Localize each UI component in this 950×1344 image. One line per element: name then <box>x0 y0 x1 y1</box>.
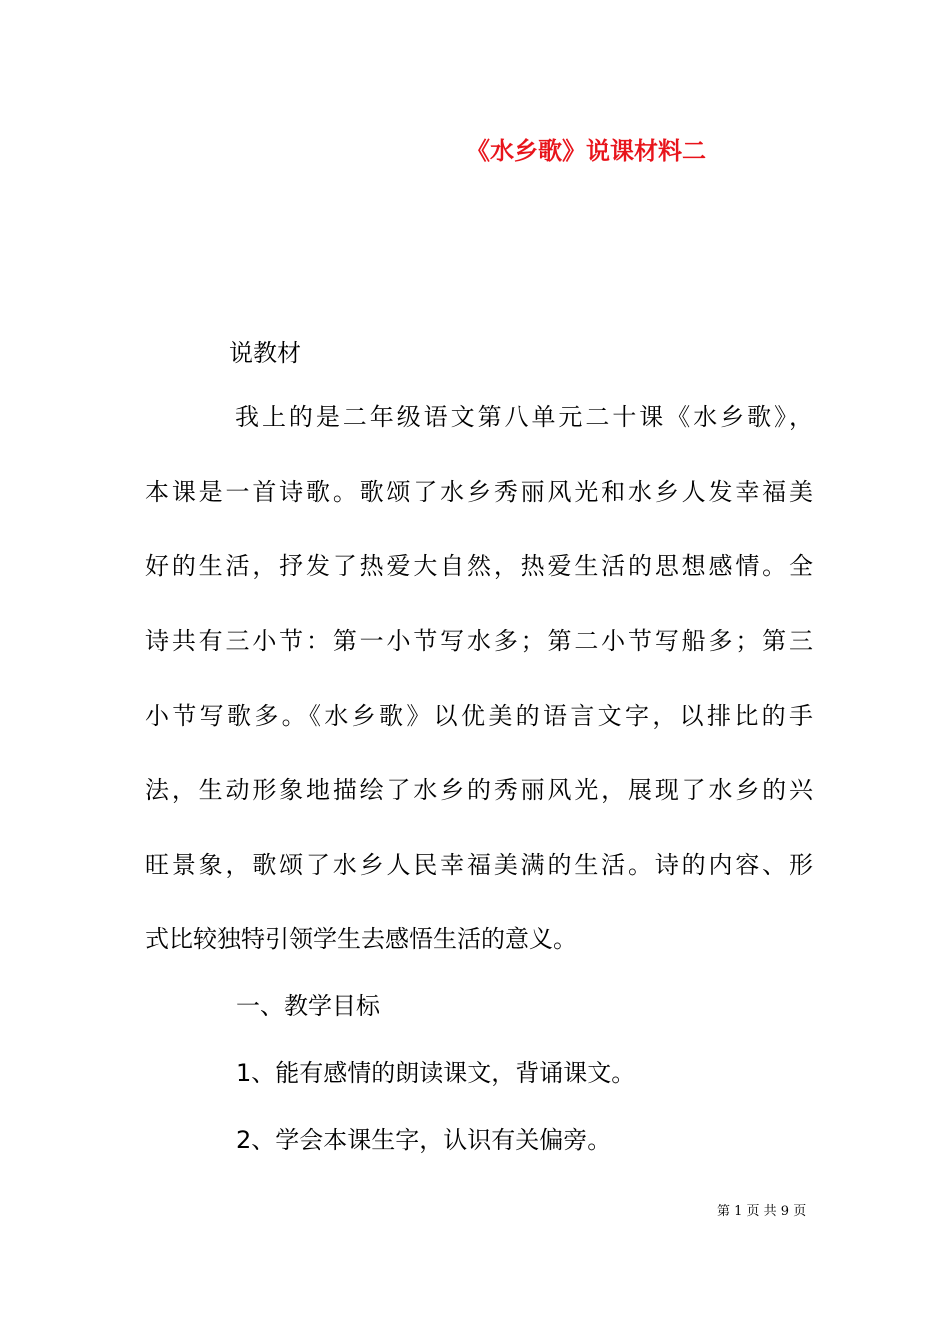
objectives-heading: 一、教学目标 <box>236 992 380 1020</box>
paragraph-line: 式比较独特引领学生去感悟生活的意义。 <box>145 925 577 953</box>
section-heading: 说教材 <box>229 339 301 367</box>
paragraph-line: 旺景象，歌颂了水乡人民幸福美满的生活。诗的内容、形 <box>145 851 813 879</box>
paragraph-line: 本课是一首诗歌。歌颂了水乡秀丽风光和水乡人发幸福美 <box>145 478 813 506</box>
paragraph-line: 小节写歌多。《水乡歌》以优美的语言文字，以排比的手 <box>145 702 813 730</box>
document-title: 《水乡歌》说课材料二 <box>466 137 706 165</box>
paragraph-line: 我上的是二年级语文第八单元二十课《水乡歌》， <box>235 403 813 431</box>
objective-item: 2、学会本课生字，认识有关偏旁。 <box>236 1126 612 1154</box>
page-number: 第 1 页 共 9 页 <box>717 1204 807 1219</box>
objective-item: 1、能有感情的朗读课文，背诵课文。 <box>236 1059 636 1087</box>
paragraph-line: 诗共有三小节：第一小节写水多；第二小节写船多；第三 <box>145 627 813 655</box>
paragraph-line: 法，生动形象地描绘了水乡的秀丽风光，展现了水乡的兴 <box>145 776 813 804</box>
paragraph-line: 好的生活，抒发了热爱大自然，热爱生活的思想感情。全 <box>145 552 813 580</box>
